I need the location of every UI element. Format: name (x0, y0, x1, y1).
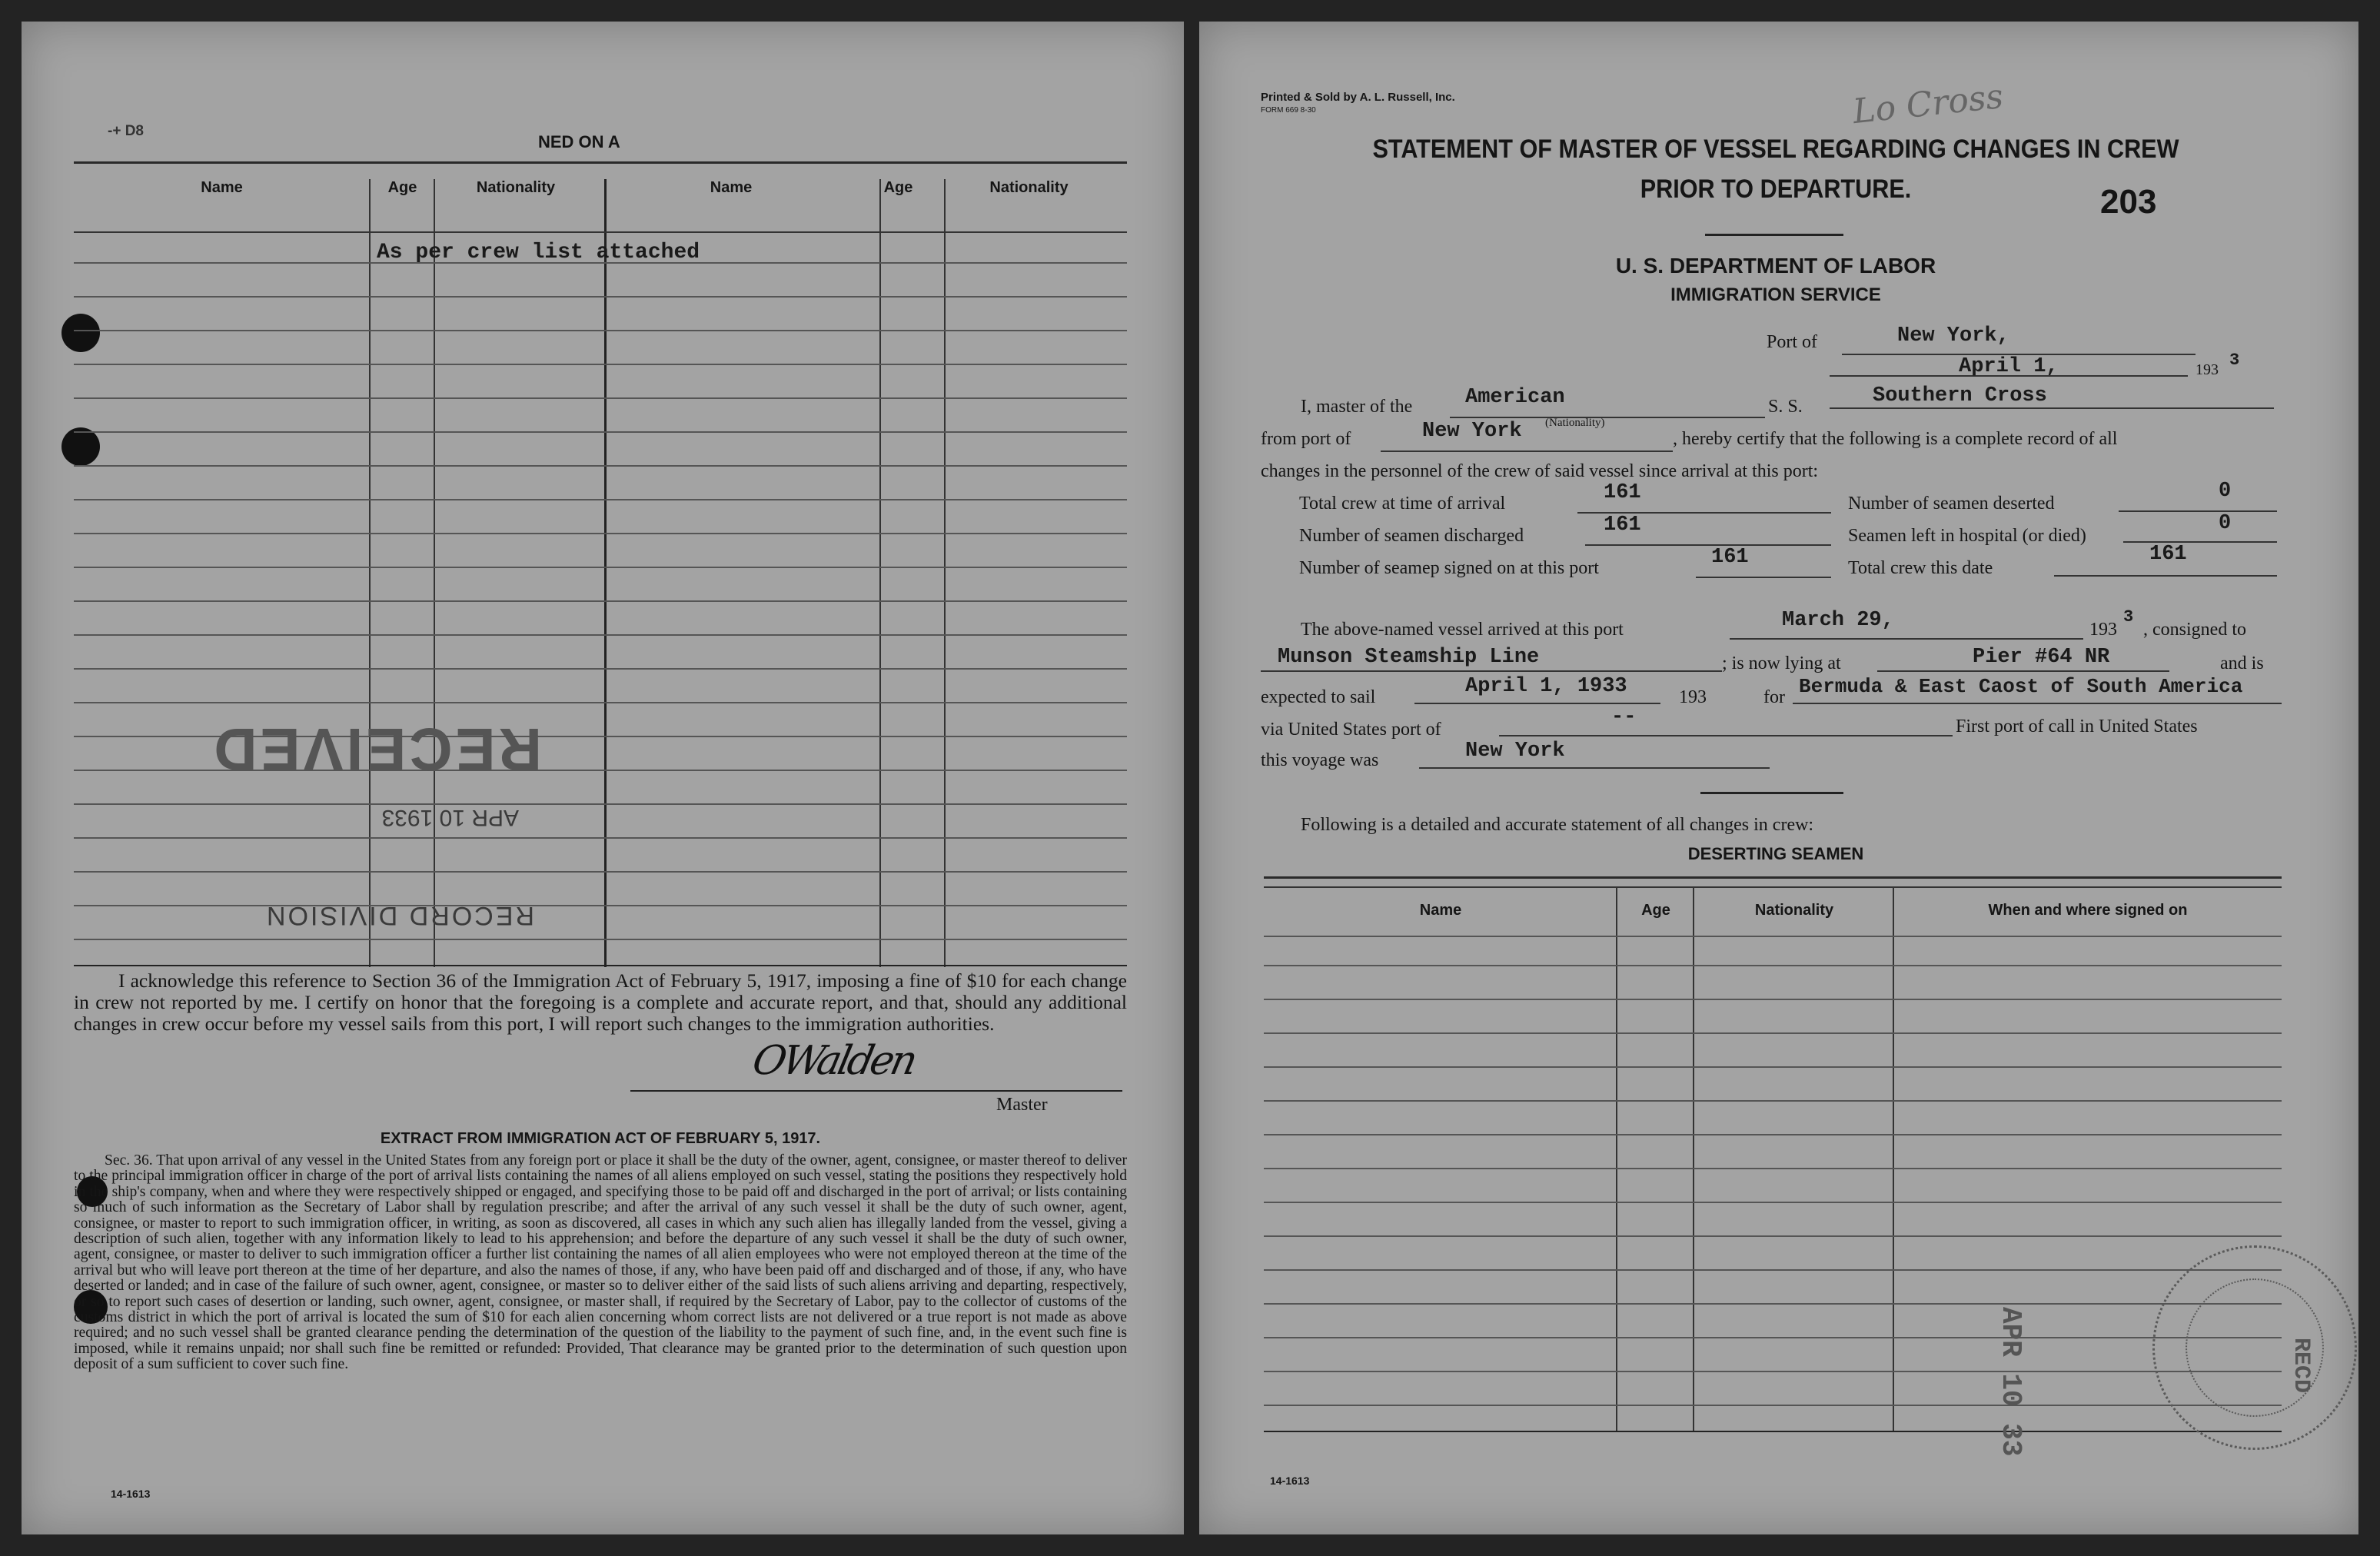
form-serial: 203 (2100, 183, 2157, 221)
via-port-label: via United States port of (1261, 720, 1441, 740)
header-name: Name (201, 179, 243, 196)
row-line (1264, 1168, 2282, 1169)
master-signature: OWalden (748, 1038, 919, 1084)
header-nationality: Nationality (1754, 902, 1834, 919)
first-port-value: New York (1465, 740, 1565, 763)
row-line (1264, 1431, 2282, 1432)
header-name: Name (710, 179, 753, 196)
faded-header: -+ D8 (108, 123, 144, 139)
field-underline (1381, 451, 1673, 452)
row-line (74, 634, 1127, 636)
header-when-where: When and where signed on (1988, 902, 2188, 919)
date-value: April 1, (1959, 355, 2059, 378)
port-value: New York, (1897, 324, 2009, 347)
field-underline (1585, 544, 1831, 546)
row-line (74, 364, 1127, 365)
ship-name-value: Southern Cross (1873, 384, 2047, 407)
row-line (1264, 1303, 2282, 1305)
port-of-label: Port of (1767, 332, 1817, 352)
header-age: Age (387, 179, 417, 196)
nationality-label: (Nationality) (1545, 417, 1605, 429)
row-line (1264, 1100, 2282, 1102)
and-is-label: and is (2220, 653, 2264, 673)
stamp-line: RECORD DIVISION (264, 901, 534, 930)
field-underline (1414, 703, 1660, 704)
seamen-hospital-value: 0 (2219, 512, 2232, 535)
header-nationality: Nationality (989, 179, 1069, 196)
row-line (74, 499, 1127, 500)
row-line (74, 567, 1127, 568)
seamen-signed-value: 161 (1711, 546, 1749, 569)
seamen-deserted-label: Number of seamen deserted (1848, 494, 2055, 514)
master-of-label: I, master of the (1301, 397, 1413, 417)
row-line (1264, 1337, 2282, 1338)
row-line (74, 231, 1127, 233)
row-line (1264, 965, 2282, 966)
arrival-date-value: March 29, (1782, 609, 1894, 632)
department-name: U. S. DEPARTMENT OF LABOR (1615, 254, 1936, 278)
arrival-year-digit: 3 (2123, 607, 2134, 627)
column-divider (1616, 886, 1617, 1432)
row-line (74, 296, 1127, 298)
row-line (1264, 886, 2282, 888)
year-digit: 3 (2229, 351, 2240, 370)
extract-text: Sec. 36. That upon arrival of any vessel in the United States from any foreign port or place it shall be the duty of the owner, agent, consignee, or master thereof to deliver to the principal immigration officer in charge of the port of arrival lists containing the names of all aliens employed on such vessel, stating the positions they respectively hold in the ship's company, when and where they were respectively shipped or engaged, and specifying those to be paid off and discharged in the port of arrival; or lists containing so much of such information as the Secretary of Labor shall by regulation prescribe; and after the arrival of any such vessel it shall be the duty of such owner, agent, consignee, or master to report to such immigration officer, in writing, as soon as discovered, all cases in which any such alien has illegally landed from the vessel, giving a description of such alien, together with any information likely to lead to his apprehension; and before the departure of any such vessel it shall be the duty of such owner, agent, consignee, or master to deliver to such immigration officer a further list containing the names of all alien employees who were not employed thereon at the time of the arrival but who will leave port thereon at the time of her departure, and also the names of those, if any, who have been paid off and discharged and of those, if any, who have deserted or landed; and in case of the failure of such owner, agent, consignee, or master so to deliver either of the said lists of such aliens arriving and departing, respectively, or so to report such cases of desertion or landing, such owner, agent, consignee, or master shall, if required by the Secretary of Labor, pay to the collector of customs of the customs district in which the port of arrival is located the sum of $10 for each alien concerning whom correct lists are not delivered or a true report is not made as above required; and no such vessel shall be granted clearance pending the determination of the question of the liability to the payment of such fine, and, in the event such fine is imposed, while it remains unpaid; nor shall such fine be remitted or refunded: Provided, That clearance may be granted prior to the determination of such question upon deposit of a sum sufficient to cover such fine. (74, 1152, 1127, 1373)
row-line (1264, 1032, 2282, 1034)
year-label: 193 (1679, 687, 1707, 707)
circular-stamp (2152, 1245, 2357, 1450)
extract-title: EXTRACT FROM IMMIGRATION ACT OF FEBRUARY 5, 1917. (380, 1130, 821, 1147)
total-crew-date-label: Total crew this date (1848, 558, 1993, 578)
row-line (74, 397, 1127, 399)
consigned-label: , consigned to (2143, 620, 2246, 640)
field-underline (1830, 407, 2274, 409)
field-underline (1419, 767, 1770, 769)
stamp-received: RECEIVED (211, 716, 542, 783)
pier-value: Pier #64 NR (1973, 646, 2110, 669)
title-line: STATEMENT OF MASTER OF VESSEL REGARDING CHANGES IN CREW (1372, 135, 2179, 164)
sail-date-value: April 1, 1933 (1465, 675, 1627, 698)
destination-value: Bermuda & East Caost of South America (1799, 675, 2243, 698)
row-line (1264, 999, 2282, 1000)
row-line (1264, 1235, 2282, 1237)
printer-credit: Printed & Sold by A. L. Russell, Inc. (1261, 91, 1455, 104)
seamen-discharged-value: 161 (1604, 514, 1641, 537)
from-port-label: from port of (1261, 429, 1351, 449)
divider-rule (1705, 234, 1843, 236)
received-stamp (211, 677, 542, 938)
row-line (1264, 1202, 2282, 1203)
ss-label: S. S. (1768, 397, 1803, 417)
crew-list-note: As per crew list attached (377, 241, 700, 264)
total-crew-arrival-value: 161 (1604, 481, 1641, 504)
for-label: for (1763, 687, 1785, 707)
row-line (74, 600, 1127, 602)
table-header-row (74, 164, 1127, 210)
row-line (1264, 1066, 2282, 1068)
form-code: FORM 669 8-30 (1261, 106, 1316, 115)
row-line (74, 668, 1127, 670)
field-underline (1696, 577, 1831, 578)
received-date-stamp: APR 10 33 (1995, 1307, 2026, 1457)
column-divider (1693, 886, 1694, 1432)
following-text: Following is a detailed and accurate statement of all changes in crew: (1301, 815, 1814, 835)
header-age: Age (1641, 902, 1670, 919)
row-line (1264, 1269, 2282, 1271)
consignee-value: Munson Steamship Line (1278, 646, 1540, 669)
header-name: Name (1419, 902, 1462, 919)
row-line (74, 431, 1127, 433)
field-underline (2119, 510, 2277, 512)
form-number: 14-1613 (111, 1488, 151, 1500)
field-underline (2054, 575, 2277, 577)
faded-title: NED ON A (538, 132, 620, 151)
header-nationality: Nationality (476, 179, 556, 196)
row-line (74, 939, 1127, 940)
field-underline (1499, 735, 1953, 736)
field-underline (1261, 670, 1722, 672)
column-divider (1893, 886, 1894, 1432)
handwritten-note: Lo Cross (1850, 76, 2006, 132)
row-line (1264, 936, 2282, 937)
first-port-label: First port of call in United States (1956, 716, 2198, 736)
total-crew-arrival-label: Total crew at time of arrival (1299, 494, 1506, 514)
master-label: Master (996, 1095, 1048, 1115)
voyage-label: this voyage was (1261, 750, 1379, 770)
title-line: PRIOR TO DEPARTURE. (1640, 175, 1912, 204)
lying-at-label: ; is now lying at (1722, 653, 1841, 673)
total-crew-date-value: 161 (2149, 543, 2187, 566)
field-underline (1793, 703, 2282, 704)
field-underline (1877, 670, 2169, 672)
field-underline (1450, 417, 1765, 418)
arrived-label: The above-named vessel arrived at this port (1301, 620, 1624, 640)
field-underline (1730, 638, 2083, 640)
row-line (1264, 1371, 2282, 1372)
stamp-date: APR 10 1933 (381, 805, 519, 830)
field-underline (2123, 541, 2277, 543)
acknowledgment (74, 970, 1127, 1035)
nationality-value: American (1465, 386, 1565, 409)
expected-sail-label: expected to sail (1261, 687, 1376, 707)
divider-rule (1700, 792, 1843, 794)
row-line (1264, 1405, 2282, 1406)
certify-text: , hereby certify that the following is a complete record of all (1673, 429, 2118, 449)
form-number: 14-1613 (1270, 1475, 1310, 1487)
seamen-discharged-label: Number of seamen discharged (1299, 526, 1524, 546)
row-line (74, 330, 1127, 331)
seamen-deserted-value: 0 (2219, 480, 2232, 503)
year-label: 193 (2196, 361, 2219, 378)
year-label: 193 (2089, 620, 2117, 640)
seamen-hospital-label: Seamen left in hospital (or died) (1848, 526, 2086, 546)
row-line (1264, 1134, 2282, 1135)
acknowledgment-text: I acknowledge this reference to Section 36 of the Immigration Act of February 5, 1917, imposing a fine of $10 for each change in crew not reported by me. I certify on honor that the foregoing is a complete and accurate report, and that, should any additional changes in crew occur before my vessel sails from this port, I will report such changes to the immigration authorities. (74, 969, 1127, 1035)
deserting-seamen-heading: DESERTING SEAMEN (1687, 844, 1864, 863)
deserting-seamen-table (1264, 876, 2282, 1432)
row-line (74, 965, 1127, 966)
service-name: IMMIGRATION SERVICE (1670, 284, 1881, 305)
from-port-value: New York (1422, 420, 1522, 443)
reco-stamp: RECD (2288, 1338, 2314, 1394)
row-line (74, 465, 1127, 467)
row-line (74, 533, 1127, 534)
changes-text: changes in the personnel of the crew of said vessel since arrival at this port: (1261, 461, 1819, 481)
header-age: Age (883, 179, 913, 196)
via-port-value: -- (1611, 706, 1637, 729)
seamen-signed-label: Number of seamep signed on at this port (1299, 558, 1599, 578)
statement-title (1354, 129, 2198, 209)
signature-line (630, 1090, 1122, 1092)
